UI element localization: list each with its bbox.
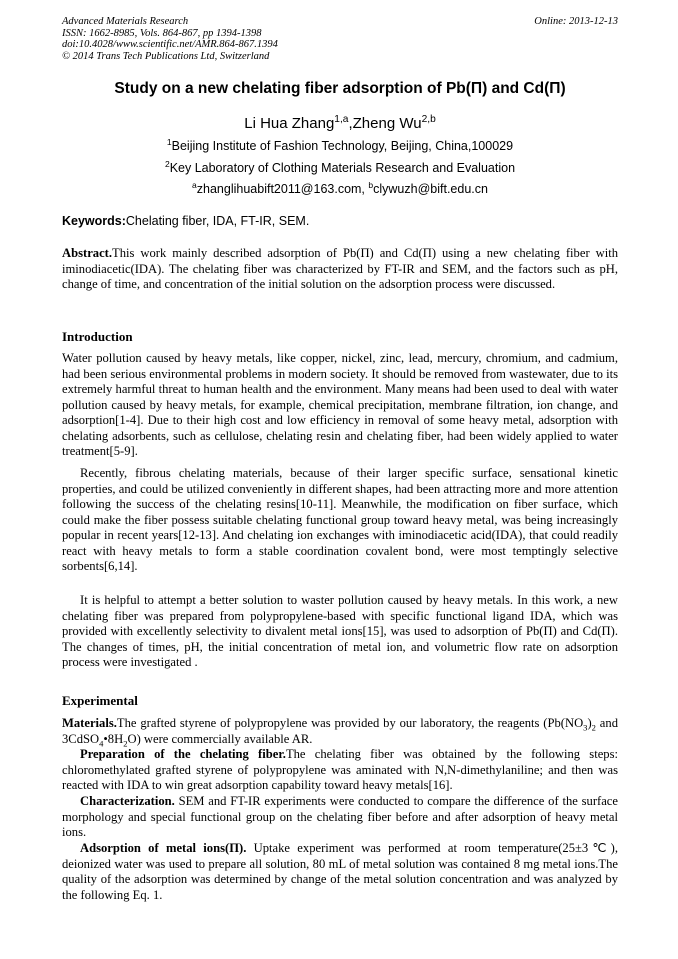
issn-line: ISSN: 1662-8985, Vols. 864-867, pp 1394-1398 xyxy=(62,27,262,39)
preparation-paragraph: Preparation of the chelating fiber.The chelating fiber was obtained by the following steps: chloromethylated grafted styrene of polypropylene was aminated with N,N-dimethylaniline; and then was reacted with IDA to win great adsorption capability toward heavy metals[16]. xyxy=(62,747,618,792)
section-heading-introduction: Introduction xyxy=(62,329,133,344)
online-date: Online: 2013-12-13 xyxy=(534,16,618,27)
characterization-paragraph: Characterization. SEM and FT-IR experiments were conducted to compare the difference of the surface morphology and special functional group on the chelating fiber before and after adsorption of heavy metal ions. xyxy=(62,794,618,839)
copyright-line: © 2014 Trans Tech Publications Ltd, Switzerland xyxy=(62,50,270,62)
author-name: Zheng Wu xyxy=(352,115,422,132)
doi-line: doi:10.4028/www.scientific.net/AMR.864-867.1394 xyxy=(62,39,278,50)
journal-name: Advanced Materials Research xyxy=(62,16,189,27)
keywords-label: Keywords: xyxy=(62,214,126,228)
abstract-label: Abstract. xyxy=(62,246,113,260)
materials-paragraph: Materials.The grafted styrene of polypropylene was provided by our laboratory, the reagents ($Pb(NO_3)_2$ and $3CdSO_4•8H_2O$) were commercially available AR. xyxy=(62,716,618,749)
abstract xyxy=(62,246,618,293)
abstract-text: This work mainly described adsorption of Pb(Π) and Cd(Π) using a new chelating fiber with iminodiacetic(IDA). The chelating fiber was characterized by FT-IR and SEM, and the factors such as pH, change of time, and concentration of the initial solution on the adsorption process were discussed. xyxy=(62,246,618,291)
adsorption-paragraph: Adsorption of metal ions(Π). Uptake experiment was performed at room temperature(25±3℃), deionized water was used to prepare all solution, 80 mL of metal solution was contained 8 mg metal ions.The quality of the adsorption was determined by change of the metal solution concentration and was analyzed by the following Eq. 1. xyxy=(62,841,618,902)
author-emails: $^a$zhanglihuabift2011@163.com, $^b$clywuzh@bift.edu.cn xyxy=(192,179,488,196)
paper-title: Study on a new chelating fiber adsorption of Pb(Π) and Cd(Π) xyxy=(114,80,566,97)
author-superscript: 2,b xyxy=(421,114,436,125)
author-superscript: 1,a xyxy=(334,114,349,125)
intro-paragraph-1: Water pollution caused by heavy metals, like copper, nickel, zinc, lead, mercury, chromium, and cadmium, had been serious environmental problems in modern society. It should be removed from wastewater, due to its extremely harmful threat to human health and the environment. Many means had been used to deal with water pollution caused by heavy metals, for example, chemical precipitation, membrane filtration, ion change, and adsorption[1-4]. Due to their high cost and low efficiency in removal of some heavy metal, adsorption with chelating adsorbents, such as cellulose, chelating resin and chelating fiber, had been widely applied to water treatment[5-9]. xyxy=(62,351,618,458)
email-a: zhanglihuabift2011@163.com, xyxy=(196,182,369,196)
section-heading-experimental: Experimental xyxy=(62,693,138,708)
journal-header xyxy=(62,16,618,62)
author-name: Li Hua Zhang xyxy=(244,115,335,132)
keywords xyxy=(62,214,618,228)
keywords-text: Chelating fiber, IDA, FT-IR, SEM. xyxy=(125,214,310,228)
affiliation-1: $^1$Beijing Institute of Fashion Technology, Beijing, China,100029 xyxy=(166,136,514,153)
intro-paragraph-3: It is helpful to attempt a better solution to waster pollution caused by heavy metals. In this work, a new chelating fiber was prepared from polypropylene-based with specific functional ligand IDA, which was provided with excellently selectivity to divalent metal ions[15], was used to adsorption of Pb(Π) and Cd(Π). The changes of times, pH, the initial concentration of metal ion, and volumetric flow rate on adsorption process were investigated . xyxy=(62,593,618,669)
author-line: Li Hua Zhang$^{1,a}$,Zheng Wu$^{2,b}$ xyxy=(244,114,436,132)
affiliation-2: $^2$Key Laboratory of Clothing Materials Research and Evaluation xyxy=(164,158,516,175)
email-b: clywuzh@bift.edu.cn xyxy=(373,182,488,196)
intro-paragraph-2: Recently, fibrous chelating materials, because of their larger specific surface, sensational kinetic properties, and could be utilized conveniently in different shapes, had been attracting more and more attention following the success of the chelating resins[10-11]. Meanwhile, the modification on fiber surface, which could make the fiber possess suitable chelating functional group toward heavy metal, was being increasingly popular in recent years[12-13]. And chelating ion exchanges with iminodiacetic acid(IDA), that could readily react with heavy metals to form a stable coordination covalent bond, were most temptingly selective sorbents[6,14]. xyxy=(62,466,618,573)
